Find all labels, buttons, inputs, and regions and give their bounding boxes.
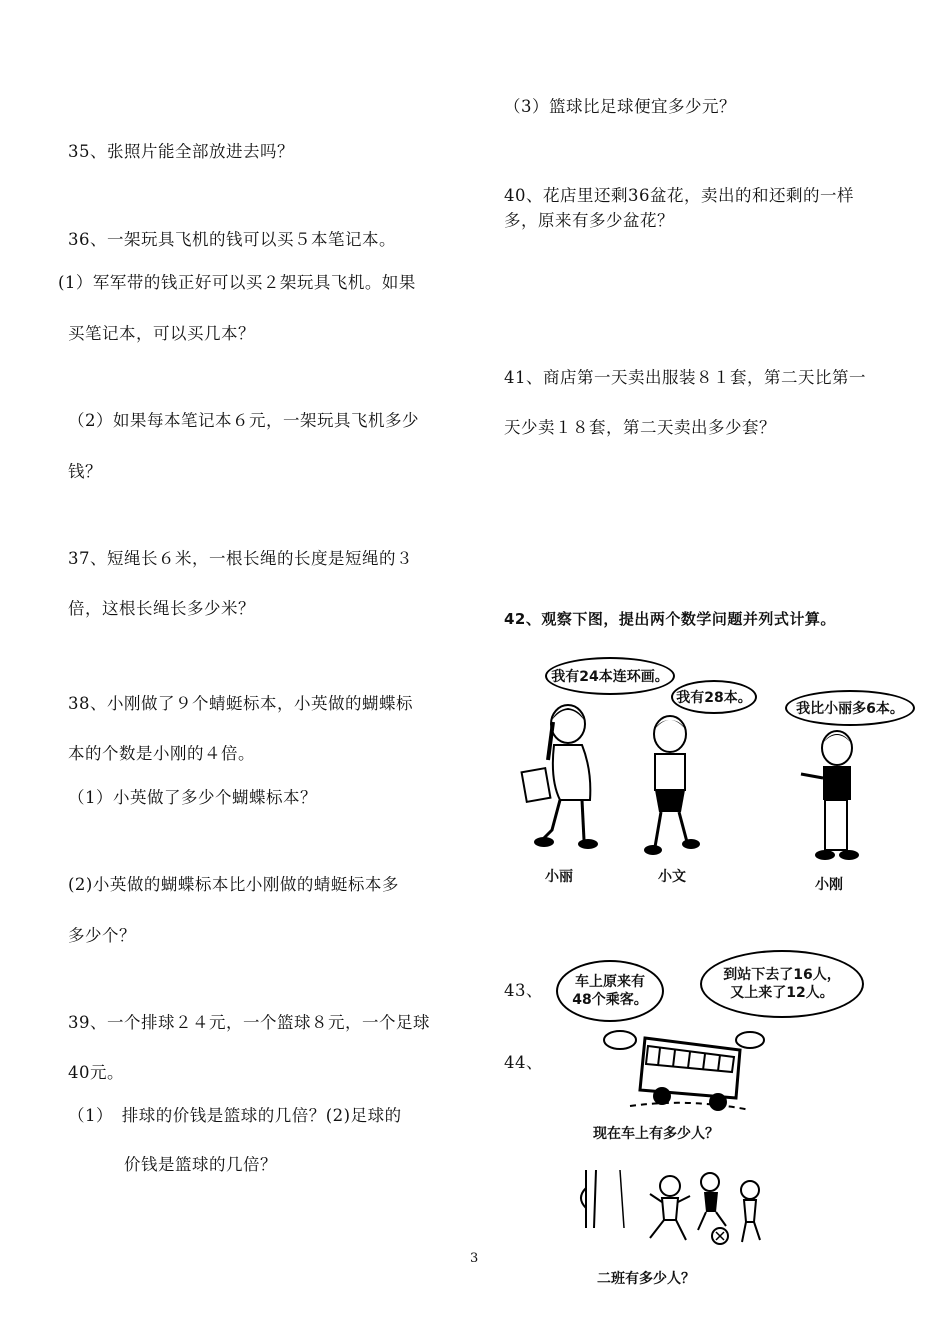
- question-38-part2-line1: (2)小英做的蝴蝶标本比小刚做的蜻蜓标本多: [68, 875, 399, 894]
- question-42: 42、观察下图，提出两个数学问题并列式计算。: [504, 610, 836, 628]
- question-40-line2: 多，原来有多少盆花？: [504, 211, 674, 230]
- children-playing-illustration: [580, 1168, 770, 1248]
- question-40-line1: 40、花店里还剩36盆花，卖出的和还剩的一样: [504, 186, 854, 205]
- boy-xiaowen-illustration: [625, 712, 715, 862]
- boy-xiaogang-illustration: [795, 728, 875, 868]
- bus-bubble2-line1: 到站下去了16人，: [723, 967, 841, 983]
- question-35: 35、张照片能全部放进去吗？: [68, 142, 294, 161]
- page-number: 3: [470, 1251, 479, 1266]
- bus-question: 现在车上有多少人？: [593, 1126, 719, 1142]
- girl-xiaoli-illustration: [520, 700, 610, 860]
- question-39-part3: （3）篮球比足球便宜多少元？: [504, 97, 736, 116]
- question-37-line1: 37、短绳长６米，一根长绳的长度是短绳的３: [68, 549, 413, 568]
- question-38-line2: 本的个数是小刚的４倍。: [68, 744, 255, 763]
- question-44: 44、: [504, 1053, 543, 1072]
- class-question: 二班有多少人？: [597, 1271, 695, 1287]
- speech-bubble-xiaogang: 我比小丽多6本。: [785, 690, 915, 726]
- name-xiaowen: 小文: [658, 869, 686, 885]
- bus-bubble-line2: 48个乘客。: [572, 992, 648, 1008]
- question-38-line1: 38、小刚做了９个蜻蜓标本，小英做的蝴蝶标: [68, 694, 413, 713]
- name-xiaoli: 小丽: [545, 869, 573, 885]
- question-41-line1: 41、商店第一天卖出服装８１套，第二天比第一: [504, 368, 866, 387]
- question-39-part1-line1: （1） 排球的价钱是篮球的几倍？(2)足球的: [68, 1106, 402, 1125]
- bus-bubble-line1: 车上原来有: [575, 974, 645, 990]
- bus-bubble2-line2: 又上来了12人。: [730, 985, 834, 1001]
- question-38-part1: （1）小英做了多少个蝴蝶标本？: [68, 788, 317, 807]
- question-36: 36、一架玩具飞机的钱可以买５本笔记本。: [68, 230, 396, 249]
- question-36-part1-line2: 买笔记本，可以买几本？: [68, 324, 255, 343]
- question-37-line2: 倍，这根长绳长多少米？: [68, 599, 255, 618]
- speech-bubble-xiaowen: 我有28本。: [671, 680, 757, 714]
- question-36-part1-line1: (1）军军带的钱正好可以买２架玩具飞机。如果: [58, 273, 416, 292]
- question-39-part1-line2: 价钱是篮球的几倍？: [124, 1155, 277, 1174]
- speech-bubble-xiaoli: 我有24本连环画。: [545, 657, 675, 695]
- question-38-part2-line2: 多少个？: [68, 926, 136, 945]
- question-41-line2: 天少卖１８套，第二天卖出多少套？: [504, 418, 776, 437]
- bus-illustration: [600, 1020, 770, 1115]
- question-39-line1: 39、一个排球２４元，一个篮球８元，一个足球: [68, 1013, 430, 1032]
- name-xiaogang: 小刚: [815, 877, 843, 893]
- question-36-part2-line2: 钱？: [68, 462, 102, 481]
- bus-speech-bubble-original: [556, 960, 664, 1022]
- question-39-line2: 40元。: [68, 1063, 124, 1082]
- question-43: 43、: [504, 981, 543, 1000]
- question-36-part2-line1: （2）如果每本笔记本６元，一架玩具飞机多少: [68, 411, 419, 430]
- bus-speech-bubble-change: [700, 950, 864, 1018]
